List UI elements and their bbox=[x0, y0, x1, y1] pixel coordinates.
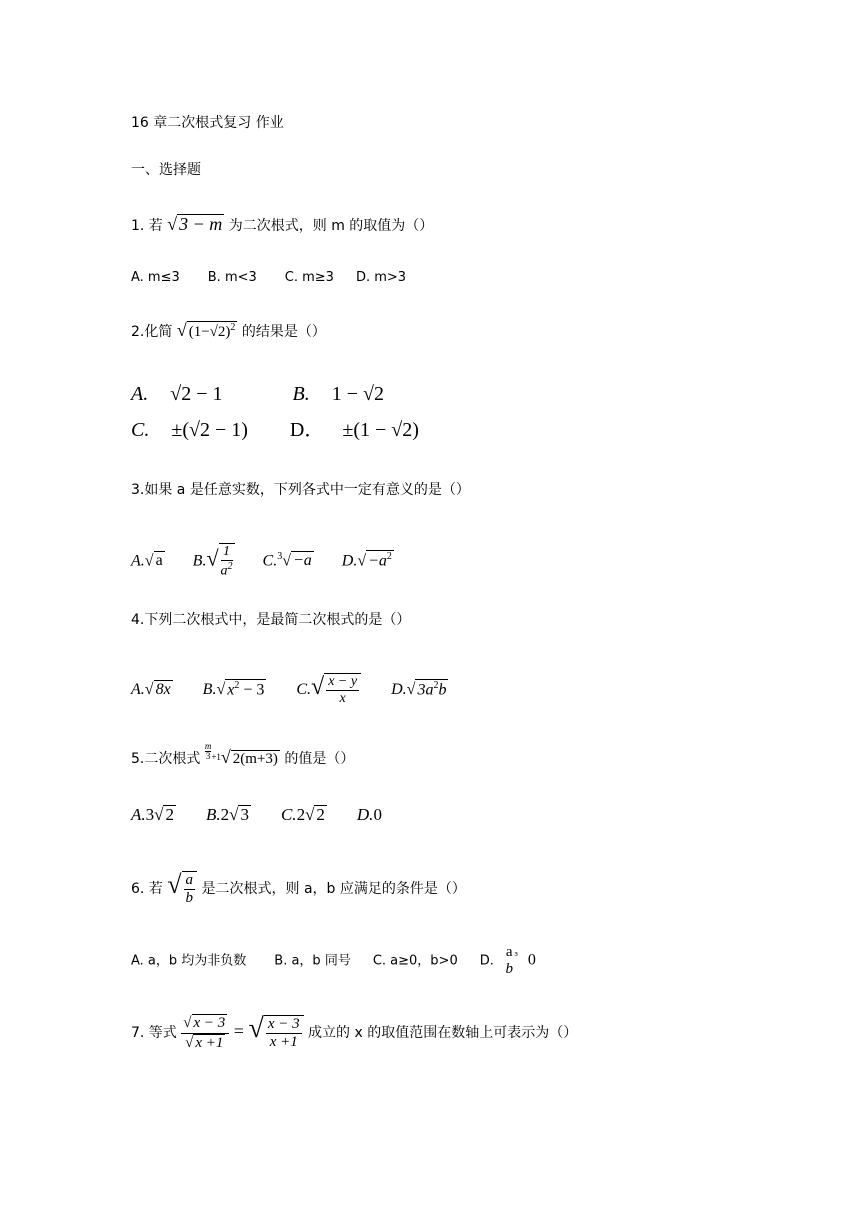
q2-option-c: ±(√2 − 1) bbox=[171, 419, 248, 441]
question-3: 3.如果 a 是任意实数，下列各式中一定有意义的是（） bbox=[131, 482, 470, 498]
q2-option-b: 1 − √2 bbox=[331, 383, 384, 405]
q5-index-den: 3 bbox=[205, 751, 211, 761]
q2-option-a-label: A. bbox=[131, 383, 149, 405]
q2-options-row2 bbox=[131, 420, 419, 440]
q4-option-b: x bbox=[227, 681, 235, 698]
q5-option-a-coef: 3 bbox=[145, 805, 155, 824]
question-5: 5.二次根式 $\frac{m}{3}$ $^{+1}$√ 2(m+3) 的值是（） bbox=[131, 741, 355, 767]
q2-option-a: √2 − 1 bbox=[170, 383, 223, 405]
q6-option-d-den: b bbox=[505, 960, 513, 977]
q5-options: A.3√ 2 B.2√ 3 C.2√ 2 D.0 bbox=[131, 805, 382, 824]
q1-radicand: 3 − m bbox=[179, 214, 223, 234]
q3-option-d-label: D. bbox=[341, 552, 358, 570]
q1-prefix: 1. 若 bbox=[131, 218, 168, 234]
q6-options bbox=[131, 934, 536, 978]
q4-option-c-den: x bbox=[339, 691, 346, 707]
q5-option-d-label: D. bbox=[356, 805, 374, 824]
q2-suffix: 的结果是（） bbox=[237, 324, 326, 340]
q6-num: a bbox=[184, 872, 196, 890]
q3-option-b-label: B. bbox=[192, 552, 207, 570]
q6-den: b bbox=[185, 890, 194, 906]
q2-option-d: ±(1 − √2) bbox=[342, 419, 419, 441]
q7-num-left: x − 3 bbox=[193, 1015, 226, 1032]
q2-option-c-label: C. bbox=[131, 419, 150, 441]
q4-option-c-num: x − y bbox=[326, 674, 359, 691]
q4-option-d-label: D. bbox=[391, 681, 407, 698]
q5-radicand: 2(m+3) bbox=[232, 751, 278, 767]
q5-index-num: m bbox=[204, 741, 212, 751]
question-4: 4.下列二次根式中，是最简二次根式的是（） bbox=[131, 612, 411, 628]
q1-option-c: C. m≥3 bbox=[284, 270, 334, 285]
q6-option-c: C. a≥0，b>0 bbox=[372, 953, 458, 969]
q5-option-b-label: B. bbox=[205, 805, 221, 824]
q3-option-c-index: 3 bbox=[277, 551, 283, 562]
q2-option-d-label: D． bbox=[289, 419, 325, 441]
q5-option-c-rad: 2 bbox=[316, 805, 325, 824]
q4-option-a-label: A. bbox=[131, 681, 145, 698]
q3-option-a-label: A. bbox=[131, 552, 145, 570]
q3-option-d: −a bbox=[368, 552, 387, 570]
question-6: 6. 若 √ $\frac{a}{b}$ 是二次根式，则 a，b 应满足的条件是（） bbox=[131, 870, 466, 906]
q5-index-rest: +1 bbox=[211, 752, 221, 762]
q1-option-a: A. m≤3 bbox=[131, 270, 180, 285]
q2-option-b-label: B. bbox=[292, 383, 310, 405]
q7-num-right: x − 3 bbox=[266, 1016, 302, 1034]
question-1: 1. 若 √ 3 − m 为二次根式，则 m 的取值为（） bbox=[131, 214, 434, 234]
q5-option-c-label: C. bbox=[280, 805, 297, 824]
q1-option-d: D. m>3 bbox=[355, 270, 407, 285]
q5-prefix: 5.二次根式 bbox=[131, 751, 205, 767]
q5-option-d-coef: 0 bbox=[373, 805, 382, 824]
q4-option-d-exp: 2 bbox=[433, 679, 439, 691]
q4-option-c-label: C. bbox=[296, 681, 312, 698]
q3-option-d-exp: 2 bbox=[386, 551, 392, 562]
q4-option-b-rest: − 3 bbox=[239, 681, 265, 698]
q6-option-d-symbol: ³ bbox=[514, 950, 518, 962]
q2-prefix: 2.化简 bbox=[131, 324, 177, 340]
q2-options-row1 bbox=[131, 384, 384, 404]
q6-option-b: B. a，b 同号 bbox=[274, 953, 351, 969]
q5-option-b-rad: 3 bbox=[240, 805, 249, 824]
section-heading: 一、选择题 bbox=[131, 162, 201, 178]
q5-suffix: 的值是（） bbox=[279, 751, 355, 767]
q3-options: A.√ a B.√ $\frac{1}{a^2}$ C.$^3$√ −a $D.√ -a^2$ bbox=[131, 544, 392, 579]
q6-suffix: 是二次根式，则 a，b 应满足的条件是（） bbox=[197, 881, 466, 897]
question-2: 2.化简 √ $(1-√2)^2$ 的结果是（） bbox=[131, 320, 326, 340]
q3-option-c-label: C. bbox=[262, 552, 278, 570]
q7-den-left: x +1 bbox=[195, 1034, 224, 1051]
q4-option-d: 3a bbox=[417, 681, 434, 698]
q6-option-d-label: D. bbox=[479, 953, 494, 969]
q7-den-right: x +1 bbox=[269, 1034, 298, 1050]
q5-option-c-coef: 2 bbox=[296, 805, 306, 824]
q4-option-b-exp: 2 bbox=[234, 679, 240, 691]
q4-option-a: 8x bbox=[155, 681, 171, 698]
q6-option-d-zero: 0 bbox=[527, 951, 536, 969]
q3-option-c: −a bbox=[292, 552, 312, 570]
q4-option-b-label: B. bbox=[202, 681, 217, 698]
q3-option-b-den: a bbox=[220, 563, 228, 579]
q6-option-d-num: a bbox=[505, 943, 513, 960]
q3-option-b-num: 1 bbox=[221, 544, 233, 561]
q3-option-a: a bbox=[155, 552, 163, 570]
q1-option-b: B. m<3 bbox=[207, 270, 257, 285]
q2-exponent: 2 bbox=[230, 322, 236, 333]
doc-title: 16 章二次根式复习 作业 bbox=[131, 115, 284, 131]
q2-radicand: (1−√2) bbox=[188, 324, 231, 340]
q1-options bbox=[131, 268, 406, 288]
question-7: 7. 等式 $\frac{√ x - 3}{√ x +1}$ = √ $\frac{x - 3}{x +1}$ 成立的 x 的取值范围在数轴上可表示为（） bbox=[131, 1013, 578, 1051]
q7-equals: = bbox=[229, 1021, 249, 1041]
q6-prefix: 6. 若 bbox=[131, 881, 168, 897]
q5-option-a-label: A. bbox=[131, 805, 146, 824]
q1-suffix: 为二次根式，则 m 的取值为（） bbox=[224, 218, 434, 234]
q7-suffix: 成立的 x 的取值范围在数轴上可表示为（） bbox=[303, 1025, 578, 1041]
q5-option-a-rad: 2 bbox=[165, 805, 174, 824]
q3-option-b-exp: 2 bbox=[227, 561, 233, 573]
q4-options: A.√ 8x B.√ $x^2 - 3$ C.√ $\frac{x - y}{x}$ D.√ $3a^2b$ bbox=[131, 674, 447, 707]
q7-prefix: 7. 等式 bbox=[131, 1025, 182, 1041]
q6-option-a: A. a，b 均为非负数 bbox=[131, 953, 247, 969]
q5-option-b-coef: 2 bbox=[220, 805, 230, 824]
q4-option-d-rest: b bbox=[438, 681, 447, 698]
